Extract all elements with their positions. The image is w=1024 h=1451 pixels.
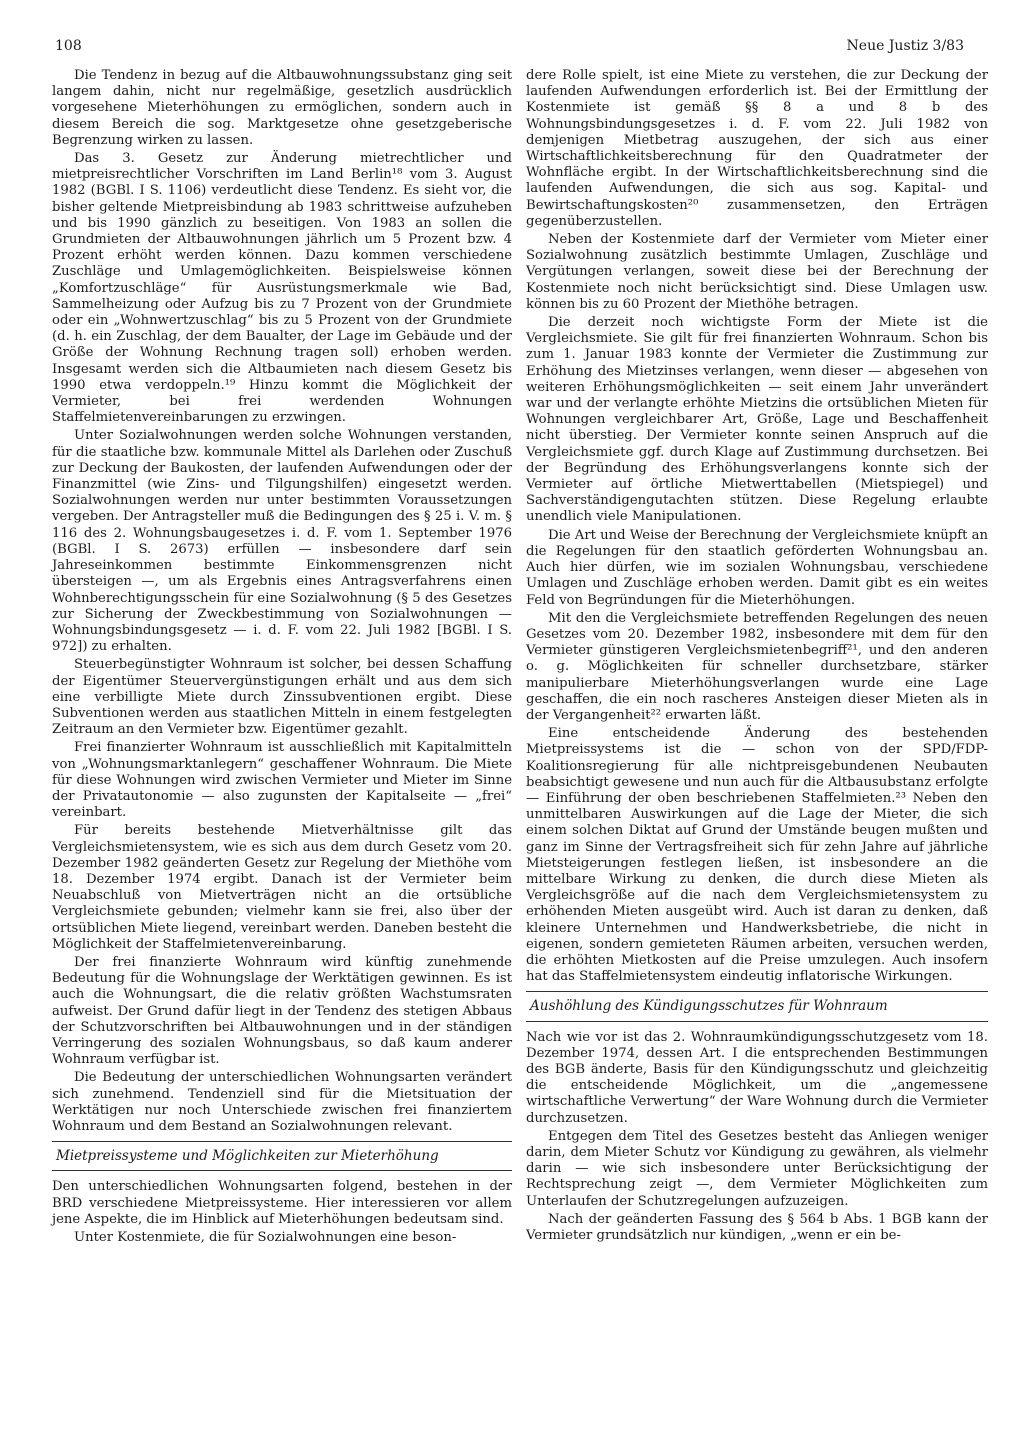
paragraph: Die Bedeutung der unterschiedlichen Wohnungsarten verändert sich zunehmend. Tendenziell sind für die Mietsituation der Werktätigen nur noch Unterschiede zwischen frei finanziertem Wohnraum und dem Bestand an Sozialwohnungen relevant.	[52, 1070, 512, 1134]
paragraph: Neben der Kostenmiete darf der Vermieter vom Mieter einer Sozialwohnung zusätzlich bestimmte Umlagen, Zuschläge und Vergütungen verlangen, soweit diese bei der Berechnung der Kostenmiete noch nicht berücksichtigt sind. Diese Umlagen usw. können bis zu 60 Prozent der Miethöhe betragen.	[526, 232, 988, 312]
paragraph: Entgegen dem Titel des Gesetzes besteht das Anliegen weniger darin, dem Mieter Schutz vor Kündigung zu gewähren, als vielmehr darin — wie sich insbesondere unter Berücksichtigung der Rechtsprechung zeigt —, dem Vermieter Möglichkeiten zum Unterlaufen der Schutzregelungen aufzuzeigen.	[526, 1128, 988, 1209]
paragraph: Mit den die Vergleichsmiete betreffenden Regelungen des neuen Gesetzes vom 20. Dezember 1982, insbesondere mit dem für den Vermieter günstigeren Vergleichsmietenbegriff²¹, und den anderen o. g. Möglichkeiten für schneller durchsetzbare, stärker manipulierbare Mieterhöhungsverlangen wurde eine Lage geschaffen, die ein noch rascheres Ansteigen dieser Mieten als in der Vergangenheit²² erwarten läßt.	[526, 610, 988, 723]
paragraph: Das 3. Gesetz zur Änderung mietrechtlicher und mietpreisrechtlicher Vorschriften im Land Berlin¹⁸ vom 3. August 1982 (BGBl. I S. 1106) verdeutlicht diese Tendenz. Es sieht vor, die bisher geltende Mietpreisbindung ab 1983 schrittweise aufzuheben und bis 1990 gänzlich zu beseitigen. Von 1983 an sollen die Grundmieten der Altbauwohnungen jährlich um 5 Prozent bzw. 4 Prozent erhöht werden können. Dazu kommen verschiedene Zuschläge und Umlagemöglichkeiten. Beispielsweise können „Komfortzuschläge“ für Ausrüstungsmerkmale wie Bad, Sammelheizung oder Aufzug bis zu 7 Prozent von der Grundmiete oder ein „Wohnwertzuschlag“ bis zu 5 Prozent von der Grundmiete (d. h. ein Zuschlag, der dem Baualter, der Lage im Gebäude und der Größe der Wohnung Rechnung tragen soll) erhoben werden. Insgesamt werden sich die Altbaumieten nach diesem Gesetz bis 1990 etwa verdoppeln.¹⁹ Hinzu kommt die Möglichkeit der Vermieter, bei frei werdenden Wohnungen Staffelmietenvereinbarungen zu erzwingen.	[52, 151, 512, 426]
left-column	[52, 68, 512, 1248]
paragraph: dere Rolle spielt, ist eine Miete zu verstehen, die zur Deckung der laufenden Aufwendungen erforderlich ist. Bei der Ermittlung der Kostenmiete ist gemäß §§ 8 a und 8 b des Wohnungsbindungsgesetzes i. d. F. vom 22. Juli 1982 von demjenigen Mietbetrag auszugehen, der sich aus einer Wirtschaftlichkeitsberechnung für den Quadratmeter der Wohnfläche ergibt. In der Wirtschaftlichkeitsberechnung sind die laufenden Aufwendungen, die sich aus sog. Kapital- und Bewirtschaftungskosten²⁰ zusammensetzen, den Erträgen gegenüberzustellen.	[526, 68, 988, 229]
journal-header: Neue Justiz 3/83	[846, 38, 964, 54]
section-heading: Mietpreissysteme und Möglichkeiten zur Mieterhöhung	[52, 1141, 512, 1171]
paragraph: Nach wie vor ist das 2. Wohnraumkündigungsschutzgesetz vom 18. Dezember 1974, dessen Art. I die entsprechenden Bestimmungen des BGB änderte, Basis für den Kündigungsschutz und gleichzeitig die entscheidende Möglichkeit, um die „angemessene wirtschaftliche Verwertung“ der Ware Wohnung durch die Vermieter durchzusetzen.	[526, 1029, 988, 1126]
paragraph: Die derzeit noch wichtigste Form der Miete ist die Vergleichsmiete. Sie gilt für frei finanzierten Wohnraum. Schon bis zum 1. Januar 1983 konnte der Vermieter die Zustimmung zur Erhöhung des Mietzinses verlangen, wenn dieser — abgesehen von weiteren Erhöhungsmöglichkeiten — seit einem Jahr unverändert war und der verlangte erhöhte Mietzins die ortsüblichen Mieten für Wohnungen vergleichbarer Art, Größe, Lage und Beschaffenheit nicht überstieg. Der Vermieter konnte seinen Anspruch auf die Vergleichsmiete ggf. durch Klage auf Zustimmung durchsetzen. Bei der Begründung des Erhöhungsverlangens konnte sich der Vermieter auf örtliche Mietwerttabellen (Mietspiegel) und Sachverständigengutachten stützen. Diese Regelung erlaubte unendlich viele Manipulationen.	[526, 315, 988, 525]
paragraph: Frei finanzierter Wohnraum ist ausschließlich mit Kapitalmitteln von „Wohnungsmarktanlegern“ geschaffener Wohnraum. Die Miete für diese Wohnungen wird zwischen Vermieter und Mieter im Sinne der Privatautonomie — also zugunsten der Kapitalseite — „frei“ vereinbart.	[52, 740, 512, 821]
paragraph: Die Art und Weise der Berechnung der Vergleichsmiete knüpft an die Regelungen für den staatlich geförderten Wohnungsbau an. Auch hier dürfen, wie im sozialen Wohnungsbau, verschiedene Umlagen und Zuschläge erhoben werden. Damit gibt es ein weites Feld von Begründungen für die Mieterhöhungen.	[526, 527, 988, 608]
paragraph: Steuerbegünstigter Wohnraum ist solcher, bei dessen Schaffung der Eigentümer Steuervergünstigungen erhält und aus dem sich eine verbilligte Miete durch Zinssubventionen ergibt. Diese Subventionen werden aus staatlichen Mitteln in einem festgelegten Zeitraum an den Vermieter bzw. Eigentümer gezahlt.	[52, 657, 512, 738]
page-number: 108	[55, 38, 82, 54]
paragraph: Eine entscheidende Änderung des bestehenden Mietpreissystems ist die — schon von der SPD/FDP-Koalitionsregierung für alle nichtpreisgebundenen Neubauten beabsichtigt gewesene und nun auch für die Altbausubstanz erfolgte — Einführung der oben beschriebenen Staffelmieten.²³ Neben den unmittelbaren Auswirkungen auf die Lage der Mieter, die sich einem solchen Diktat auf Grund der Umstände beugen mußten und ganz im Sinne der Vertragsfreiheit sich für zehn Jahre auf jährliche Mietsteigerungen festlegen ließen, ist insbesondere an die mittelbare Wirkung zu denken, die durch diese Mieten als Vergleichsgröße auf die nach dem Vergleichsmietensystem zu erhöhenden Mieten ausgeübt wird. Auch ist daran zu denken, daß kleinere Unternehmen und Handwerksbetriebe, die nicht in eigenen, sondern gemieteten Räumen arbeiten, versuchen werden, die erhöhten Mietkosten auf die Preise umzulegen. Auch insofern hat das Staffelmietensystem eindeutig inflatorische Wirkungen.	[526, 726, 988, 985]
paragraph: Die Tendenz in bezug auf die Altbauwohnungssubstanz ging seit langem dahin, nicht nur regelmäßige, gesetzlich ausdrücklich vorgesehene Mieterhöhungen zu ermöglichen, sondern auch in diesem Bereich die sog. Marktgesetze ohne gesetzgeberische Begrenzung wirken zu lassen.	[52, 68, 512, 148]
paragraph: Den unterschiedlichen Wohnungsarten folgend, bestehen in der BRD verschiedene Mietpreissysteme. Hier interessieren vor allem jene Aspekte, die im Hinblick auf Mieterhöhungen bedeutsam sind.	[52, 1179, 512, 1227]
section-heading: Aushöhlung des Kündigungsschutzes für Wohnraum	[526, 991, 988, 1021]
paragraph: Unter Sozialwohnungen werden solche Wohnungen verstanden, für die staatliche bzw. kommunale Mittel als Darlehen oder Zuschuß zur Deckung der Baukosten, der laufenden Aufwendungen oder der Finanzmittel (wie Zins- und Tilgungshilfen) eingesetzt werden. Sozialwohnungen werden nur unter bestimmten Voraussetzungen vergeben. Der Antragsteller muß die Bedingungen des § 25 i. V. m. § 116 des 2. Wohnungsbaugesetzes i. d. F. vom 1. September 1976 (BGBl. I S. 2673) erfüllen — insbesondere darf sein Jahreseinkommen bestimmte Einkommensgrenzen nicht übersteigen —, um als Ergebnis eines Antragsverfahrens einen Wohnberechtigungsschein für eine Sozialwohnung (§ 5 des Gesetzes zur Sicherung der Zweckbestimmung von Sozialwohnungen — Wohnungsbindungsgesetz — i. d. F. vom 22. Juli 1982 [BGBl. I S. 972]) zu erhalten.	[52, 428, 512, 655]
paragraph: Für bereits bestehende Mietverhältnisse gilt das Vergleichsmietensystem, wie es sich aus dem durch Gesetz vom 20. Dezember 1982 geänderten Gesetz zur Regelung der Miethöhe vom 18. Dezember 1974 ergibt. Danach ist der Vermieter beim Neuabschluß von Mietverträgen nicht an die ortsübliche Vergleichsmiete gebunden; vielmehr kann sie frei, also über der ortsüblichen Miete liegend, vereinbart werden. Daneben besteht die Möglichkeit der Staffelmietenvereinbarung.	[52, 823, 512, 952]
paragraph: Nach der geänderten Fassung des § 564 b Abs. 1 BGB kann der Vermieter grundsätzlich nur kündigen, „wenn er ein be-	[526, 1211, 988, 1244]
right-column	[526, 68, 988, 1246]
paragraph: Der frei finanzierte Wohnraum wird künftig zunehmende Bedeutung für die Wohnungslage der Werktätigen gewinnen. Es ist auch die Wohnungsart, die die relativ größten Wachstumsraten aufweist. Der Grund dafür liegt in der Tendenz des stetigen Abbaus der Schutzvorschriften bei Altbauwohnungen und in der ständigen Verringerung des sozialen Wohnungsbaus, so daß kaum anderer Wohnraum verfügbar ist.	[52, 954, 512, 1068]
paragraph: Unter Kostenmiete, die für Sozialwohnungen eine beson-	[74, 1230, 457, 1246]
